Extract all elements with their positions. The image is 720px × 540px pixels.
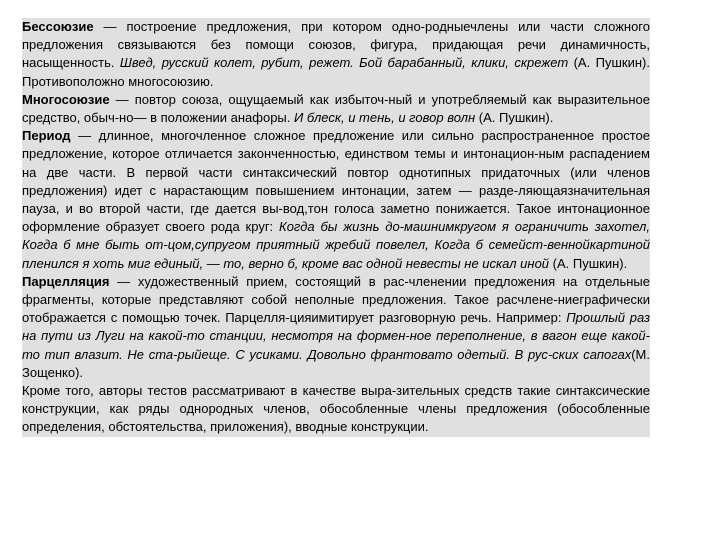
paragraph-bessoyuzie xyxy=(22,18,650,91)
example-italic: И блеск, и тень, и говор волн xyxy=(294,110,476,126)
text-block xyxy=(22,18,650,437)
example-source: (А. Пушкин). Противоположно многосоюзию. xyxy=(22,55,650,89)
definition-text: — длинное, многочленное сложное предложение или сильно распространенное простое предложение, которое отличается законченностью, единством темы и интонацион-ным распадением на две части. В первой части синтаксический повтор однотипных придаточных (или членов предложения) идет с нарастающим повышением интонации, затем — разде-ляющаязначительная пауза, и во второй части, где дается вы-вод,тон голоса заметно понижается. Такое интонационное оформление образует своего рода круг: xyxy=(22,128,650,235)
term-period: Период xyxy=(22,128,71,144)
example-italic: Швед, русский колет, рубит, режет. Бой барабанный, клики, скрежет xyxy=(119,55,569,71)
example-source: (А. Пушкин). xyxy=(475,110,554,126)
example-italic: Когда бы жизнь до-машнимкругом я ограничить захотел, Когда б мне быть от-цом,супругом приятный жребий повелел, Когда б семейст-веннойкартиной пленился я хоть миг единый, — то, верно б, кроме вас одной невесты не искал иной xyxy=(22,219,650,271)
example-source: (А. Пушкин). xyxy=(549,255,628,271)
term-bessoyuzie: Бессоюзие xyxy=(22,19,94,34)
example-italic: Прошлый раз на пути из Луги на какой-то станции, несмотря на формен-ное переполнение, в вагон еще какой-то тип влазит. Не ста-рыйеще. С усиками. Довольно франтовато одетый. В рус-ских сапогах xyxy=(22,310,650,362)
definition-text: — художественный прием, состоящий в рас-членении предложения на отдельные фрагменты, которые представляют собой неполные предложения. Такое расчлене-ниеграфически отображается с помощью точек. Парцелля-цияимитирует разговорную речь. Например: xyxy=(22,273,650,326)
paragraph-mnogosoyuzie xyxy=(22,91,650,127)
term-mnogosoyuzie: Многосоюзие xyxy=(22,91,110,107)
definition-text: — построение предложения, при котором одно-родныечлены или части сложного предложения связываются без помощи союзов, фигура, придающая речи динамичность, насыщенность. xyxy=(22,19,650,71)
paragraph-parcellyaciya xyxy=(22,273,650,382)
term-parcellyaciya: Парцелляция xyxy=(22,273,110,289)
example-source: (М. Зощенко). xyxy=(22,346,650,380)
closing-text: Кроме того, авторы тестов рассматривают в качестве выра-зительных средств такие синтаксические конструкции, как ряды однородных членов, обособленные члены предложения (обособленные определения, обстоятельства, приложения), вводные конструкции. xyxy=(22,383,650,435)
definition-text: — повтор союза, ощущаемый как избыточ-ный и употребляемый как выразительное средство, обыч-но— в положении анафоры. xyxy=(22,91,650,126)
paragraph-period xyxy=(22,127,650,273)
paragraph-closing xyxy=(22,382,650,437)
